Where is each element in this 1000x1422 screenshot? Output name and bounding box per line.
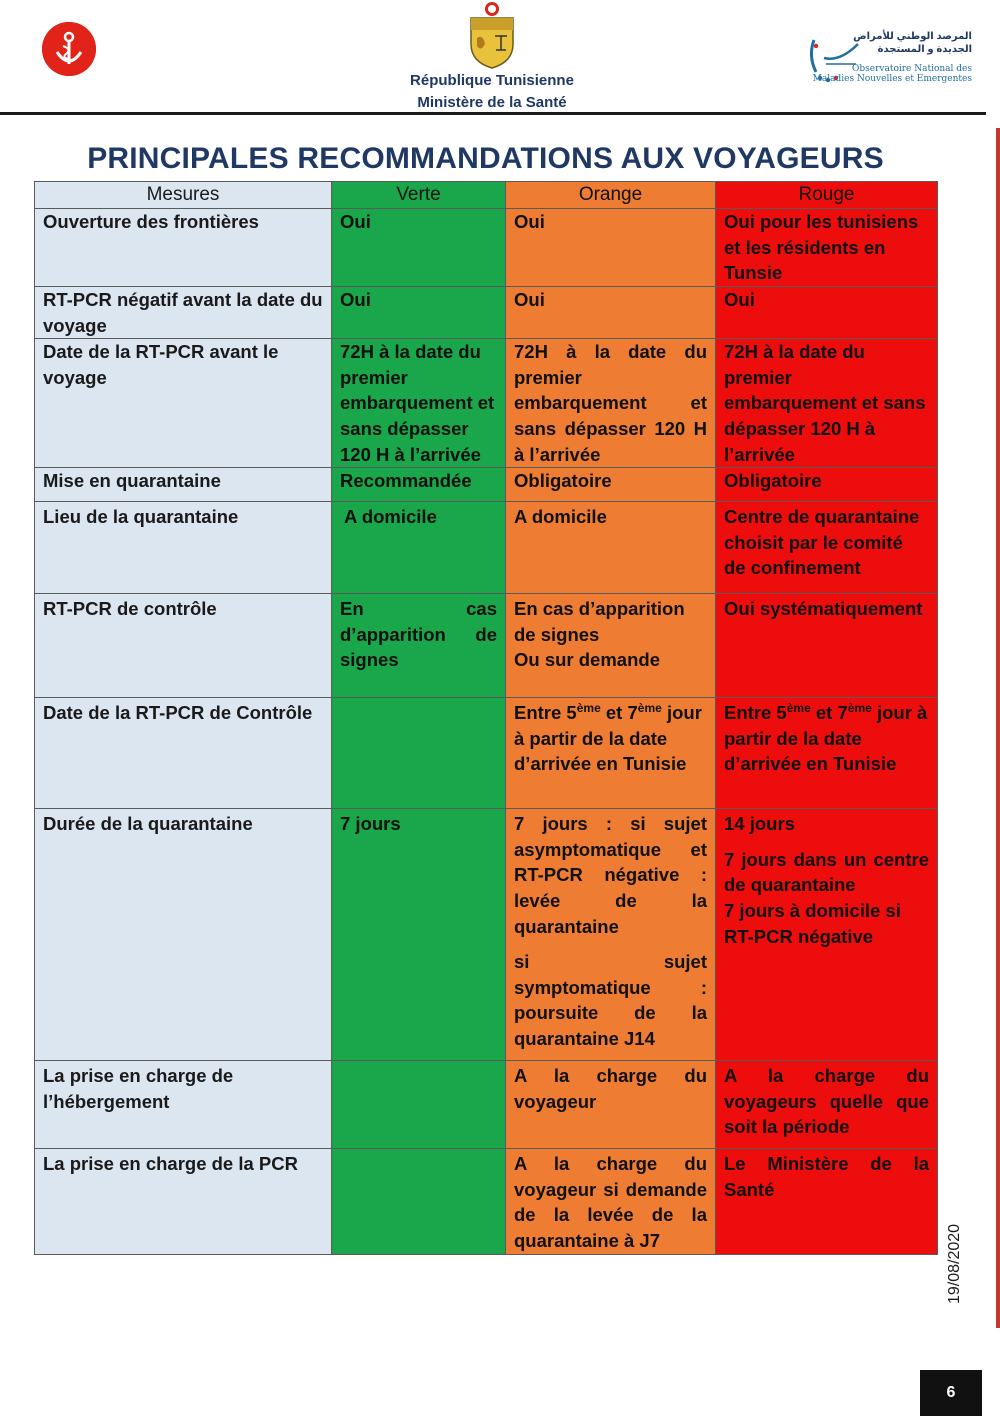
cell-mesure: Date de la RT-PCR de Contrôle [35,698,332,809]
cell-verte: En cas d’apparition de signes [332,594,506,698]
page-number: 6 [920,1370,982,1416]
cell-orange: A la charge du voyageur si demande de la levée de la quarantaine à J7 [506,1149,716,1254]
cell-orange: Oui [506,209,716,287]
header-rouge: Rouge [716,182,938,209]
cell-verte [332,1149,506,1254]
cell-mesure: Mise en quarantaine [35,468,332,502]
observatory-arabic-name: المرصد الوطني للأمراض الجديدة و المستجدة [853,31,972,55]
cell-verte [332,698,506,809]
side-accent-bar [996,128,1000,1328]
table-row [35,209,938,287]
cell-orange: A domicile [506,502,716,594]
cell-text: 14 jours [724,813,795,835]
ministry-label: Ministère de la Santé [417,94,567,111]
cell-text: En cas d’apparition de signes [514,598,685,645]
cell-rouge [716,809,938,1061]
cell-orange [506,594,716,698]
cell-rouge: Oui pour les tunisiens et les résidents en Tunsie [716,209,938,287]
cell-mesure: Ouverture des frontières [35,209,332,287]
cell-rouge: 72H à la date du premier embarquement et sans dépasser 120 H à l’arrivée [716,339,938,468]
cell-text: 7 jours dans un centre de quarantaine [724,848,929,896]
header-orange: Orange [506,182,716,209]
cell-verte: Oui [332,209,506,287]
cell-verte: 72H à la date du premier embarquement et sans dépasser 120 H à l’arrivée [332,339,506,468]
cell-rouge: Obligatoire [716,468,938,502]
cell-rouge: Le Ministère de la Santé [716,1149,938,1254]
cell-text: 7 jours : si sujet asymptomatique et RT-PCR négative : levée de la quarantaine [514,813,707,937]
page-title: PRINCIPALES RECOMMANDATIONS AUX VOYAGEURS [87,142,884,175]
observatory-french-name: Observatoire National des Maladies Nouvelles et Emergentes [812,64,972,84]
cell-mesure: Durée de la quarantaine [35,809,332,1061]
republic-label: République Tunisienne [410,72,574,89]
document-date: 19/08/2020 [946,1223,963,1304]
table-row [35,809,938,1061]
cell-orange: Entre 5ème et 7ème jour à partir de la date d’arrivée en Tunisie [506,698,716,809]
observatory-logo [806,30,976,88]
cell-mesure: Lieu de la quarantaine [35,502,332,594]
cell-verte: 7 jours [332,809,506,1061]
cell-orange: Obligatoire [506,468,716,502]
cell-text: Ou sur demande [514,649,660,671]
table-row [35,1061,938,1149]
table-header-row [35,182,938,209]
cell-mesure: RT-PCR négatif avant la date du voyage [35,287,332,339]
table-row [35,287,938,339]
cell-text: 7 jours à domicile si RT-PCR négative [724,899,901,947]
health-logo [42,22,96,76]
cell-verte: A domicile [332,502,506,594]
cell-mesure: RT-PCR de contrôle [35,594,332,698]
cell-orange: 72H à la date du premier embarquement et sans dépasser 120 H à l’arrivée [506,339,716,468]
cell-orange: A la charge du voyageur [506,1061,716,1149]
cell-rouge: Entre 5ème et 7ème jour à partir de la date d’arrivée en Tunisie [716,698,938,809]
cell-mesure: Date de la RT-PCR avant le voyage [35,339,332,468]
header-center [380,0,604,114]
tunisia-emblem-icon [463,0,521,70]
table-row [35,698,938,809]
cell-verte: Recommandée [332,468,506,502]
table-row [35,502,938,594]
table-row [35,468,938,502]
table-row [35,339,938,468]
cell-verte: Oui [332,287,506,339]
table-row [35,1149,938,1254]
header-verte: Verte [332,182,506,209]
header-divider [0,112,986,115]
cell-rouge: Oui [716,287,938,339]
cell-rouge: A la charge du voyageurs quelle que soit la période [716,1061,938,1149]
cell-rouge: Centre de quarantaine choisit par le comité de confinement [716,502,938,594]
cell-mesure: La prise en charge de l’hébergement [35,1061,332,1149]
cell-rouge: Oui systématiquement [716,594,938,698]
cell-mesure: La prise en charge de la PCR [35,1149,332,1254]
cell-orange: Oui [506,287,716,339]
cell-orange [506,809,716,1061]
cell-verte [332,1061,506,1149]
recommendations-table [34,181,938,1255]
header-mesures: Mesures [35,182,332,209]
table-row [35,594,938,698]
cell-text: si sujet symptomatique : poursuite de la quarantaine J14 [514,951,707,1049]
